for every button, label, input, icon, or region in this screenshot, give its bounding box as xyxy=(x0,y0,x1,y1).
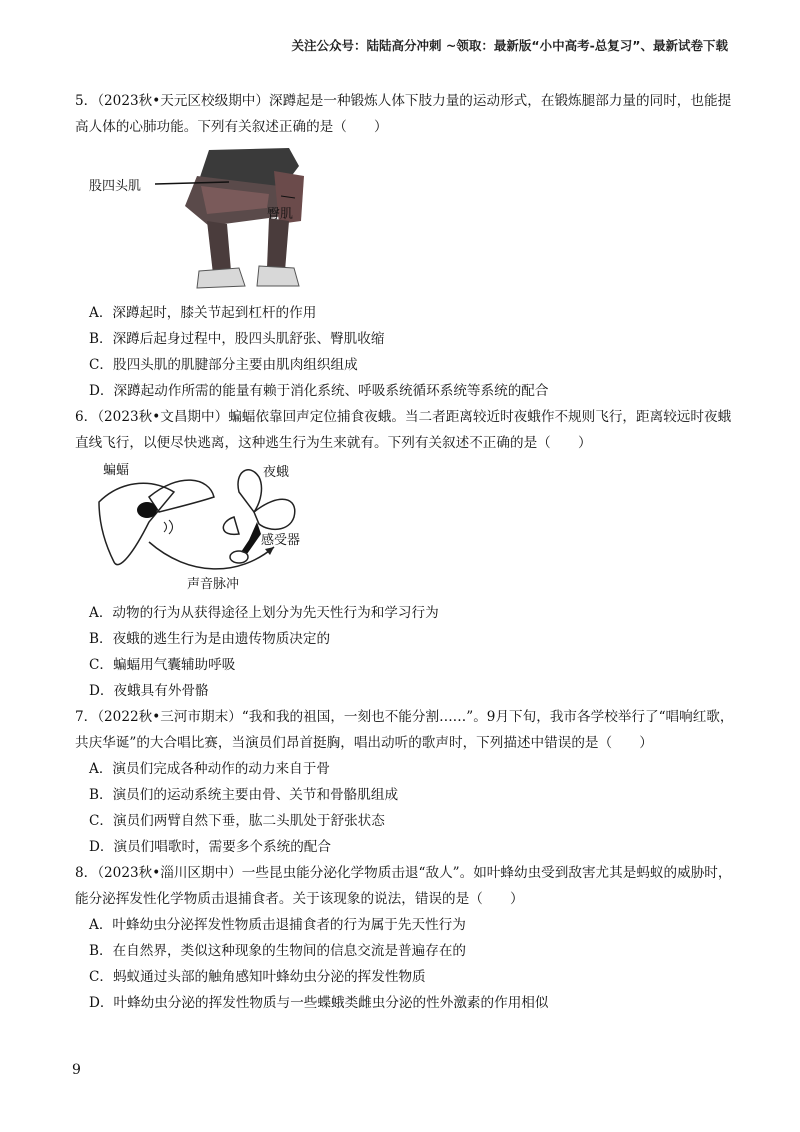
squat-figure xyxy=(89,146,735,294)
option-b: B．演员们的运动系统主要由骨、关节和骨骼肌组成 xyxy=(89,787,399,803)
question-stem: 6．（2023秋•文昌期中）蝙蝠依靠回声定位捕食夜蛾。当二者距离较近时夜蛾作不规则飞行，距离较远时夜蛾直线飞行，以便尽快逃离，这种逃生行为生来就有。下列有关叙述不正确的是（ ） xyxy=(75,409,732,451)
option-d: D．夜蛾具有外骨骼 xyxy=(89,683,209,699)
option-a: A．深蹲起时，膝关节起到杠杆的作用 xyxy=(89,305,317,321)
figure-label-bat: 蝙蝠 xyxy=(103,463,130,478)
question-list xyxy=(75,88,735,1016)
option-c: C．股四头肌的肌腱部分主要由肌肉组织组成 xyxy=(89,357,358,373)
bat-moth-figure xyxy=(89,462,735,594)
option-c: C．蚂蚁通过头部的触角感知叶蜂幼虫分泌的挥发性物质 xyxy=(89,969,426,985)
squat-muscle-illustration xyxy=(89,146,349,294)
figure-label-moth: 夜蛾 xyxy=(263,465,290,480)
figure-label-receptor: 感受器 xyxy=(261,533,301,548)
option-d: D．演员们唱歌时，需要多个系统的配合 xyxy=(89,839,331,855)
page-number: 9 xyxy=(72,1062,81,1078)
option-c: C．蝙蝠用气囊辅助呼吸 xyxy=(89,657,236,673)
option-b: B．深蹲后起身过程中，股四头肌舒张、臀肌收缩 xyxy=(89,331,385,347)
option-d: D．深蹲起动作所需的能量有赖于消化系统、呼吸系统循环系统等系统的配合 xyxy=(89,383,549,399)
option-b: B．在自然界，类似这种现象的生物间的信息交流是普遍存在的 xyxy=(89,943,467,959)
figure-label-gluteus: 臀肌 xyxy=(267,207,294,222)
figure-label-quadriceps: 股四头肌 xyxy=(89,179,142,194)
option-b: B．夜蛾的逃生行为是由遗传物质决定的 xyxy=(89,631,331,647)
question-7 xyxy=(75,704,735,860)
question-6 xyxy=(75,404,735,704)
header-note: 关注公众号：陆陆高分冲刺 ~领取：最新版“小中高考-总复习”、最新试卷下载 xyxy=(291,38,728,53)
question-stem: 7．（2022秋•三河市期末）“我和我的祖国，一刻也不能分割……”。9月下旬，我市各学校举行了“唱响红歌，共庆华诞”的大合唱比赛，当演员们昂首挺胸，唱出动听的歌声时，下列描述中错误的是（ ） xyxy=(75,709,734,751)
figure-label-sound-pulse: 声音脉冲 xyxy=(187,577,240,592)
question-stem: 8．（2023秋•淄川区期中）一些昆虫能分泌化学物质击退“敌人”。如叶蜂幼虫受到敌害尤其是蚂蚁的威胁时，能分泌挥发性化学物质击退捕食者。关于该现象的说法，错误的是（ ） xyxy=(75,865,732,907)
question-8 xyxy=(75,860,735,1016)
bat-moth-illustration xyxy=(89,462,339,594)
option-a: A．动物的行为从获得途径上划分为先天性行为和学习行为 xyxy=(89,605,439,621)
option-d: D．叶蜂幼虫分泌的挥发性物质与一些蝶蛾类雌虫分泌的性外激素的作用相似 xyxy=(89,995,549,1011)
question-5 xyxy=(75,88,735,404)
option-c: C．演员们两臂自然下垂，肱二头肌处于舒张状态 xyxy=(89,813,385,829)
question-stem: 5．（2023秋•天元区校级期中）深蹲起是一种锻炼人体下肢力量的运动形式，在锻炼腿部力量的同时，也能提高人体的心肺功能。下列有关叙述正确的是（ ） xyxy=(75,93,732,135)
option-a: A．叶蜂幼虫分泌挥发性物质击退捕食者的行为属于先天性行为 xyxy=(89,917,466,933)
option-a: A．演员们完成各种动作的动力来自于骨 xyxy=(89,761,330,777)
